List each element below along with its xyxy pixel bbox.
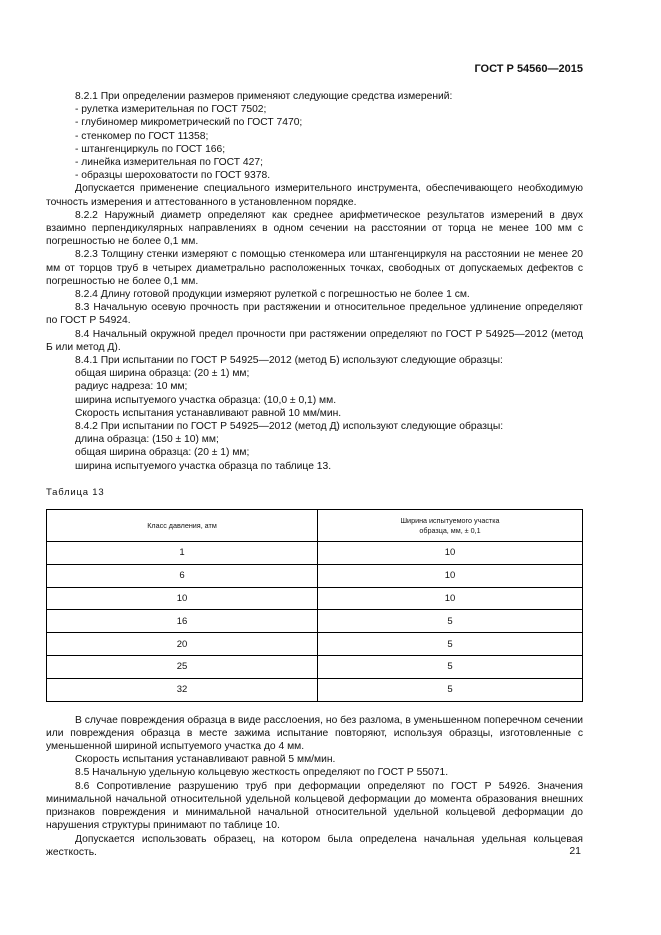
paragraph: радиус надреза: 10 мм; <box>75 381 188 393</box>
document-body <box>46 90 583 859</box>
paragraph: 8.2.3 Толщину стенки измеряют с помощью стенкомера или штангенциркуля на расстоянии не менее 20 мм от торцов труб в четырех диаметрально расположенных точках, свободных от допускаемых дефектов с погрешностью не более 0,1 мм. <box>46 249 583 287</box>
table-row <box>47 587 583 610</box>
paragraphs-after-table <box>46 714 583 859</box>
paragraphs-before-table <box>46 90 583 473</box>
table-row <box>47 542 583 565</box>
sample-width-cell: 10 <box>318 587 583 610</box>
col-header-sample-width <box>318 510 583 542</box>
table-header-row <box>47 510 583 542</box>
paragraph: 8.4.2 При испытании по ГОСТ Р 54925—2012 (метод Д) используют следующие образцы: <box>75 421 504 433</box>
paragraph: ширина испытуемого участка образца по таблице 13. <box>75 460 332 472</box>
paragraph: - рулетка измерительная по ГОСТ 7502; <box>75 104 267 116</box>
sample-width-cell: 10 <box>318 564 583 587</box>
table-row <box>47 610 583 633</box>
paragraph: 8.2.2 Наружный диаметр определяют как среднее арифметическое результатов измерений в двух взаимно перпендикулярных направлениях в одном сечении на расстоянии от торца не менее 100 мм с погрешностью не более 0,1 мм. <box>46 209 583 248</box>
sample-width-cell: 5 <box>318 633 583 656</box>
paragraph: 8.6 Сопротивление разрушению труб при деформации определяют по ГОСТ Р 54926. Значения минимальной начальной относительной удельной кольцевой деформации до момента образования внешних признаков повреждения и минимальной начальной относительной удельной кольцевой деформации до нарушения структуры принимают по таблице 10. <box>46 780 583 832</box>
pressure-class-cell: 25 <box>47 656 318 679</box>
table-13 <box>46 509 583 702</box>
pressure-class-cell: 6 <box>47 564 318 587</box>
paragraph: - образцы шероховатости по ГОСТ 9378. <box>75 170 271 182</box>
paragraph: Допускается использовать образец, на котором была определена начальная удельная кольцевая жесткость. <box>46 833 583 858</box>
table-caption: Таблица 13 <box>46 486 105 498</box>
paragraph: 8.4.1 При испытании по ГОСТ Р 54925—2012 (метод Б) используют следующие образцы: <box>75 355 503 367</box>
pressure-class-cell: 32 <box>47 678 318 701</box>
table-row <box>47 564 583 587</box>
paragraph: 8.2.1 При определении размеров применяют следующие средства измерений: <box>75 91 453 102</box>
paragraph: - линейка измерительная по ГОСТ 427; <box>75 157 263 169</box>
paragraph: - глубиномер микрометрический по ГОСТ 7470; <box>75 117 303 129</box>
sample-width-cell: 5 <box>318 610 583 633</box>
paragraph: - стенкомер по ГОСТ 11358; <box>75 130 209 142</box>
table-row <box>47 656 583 679</box>
paragraph: ширина испытуемого участка образца: (10,0 ± 0,1) мм. <box>75 394 337 406</box>
document-id-header: ГОСТ Р 54560—2015 <box>474 63 583 75</box>
table-row <box>47 678 583 701</box>
paragraph: - штангенциркуль по ГОСТ 166; <box>75 143 226 155</box>
sample-width-cell: 5 <box>318 656 583 679</box>
paragraph: 8.4 Начальный окружной предел прочности при растяжении определяют по ГОСТ Р 54925—2012 (метод Б или метод Д). <box>46 328 583 353</box>
table-body <box>47 542 583 702</box>
paragraph: Допускается применение специального измерительного инструмента, обеспечивающего необходимую точность измерения и аттестованного в установленном порядке. <box>46 183 583 208</box>
col-header-pressure-class: Класс давления, атм <box>47 510 318 542</box>
sample-width-cell: 10 <box>318 542 583 565</box>
col-header-sample-width-line1: Ширина испытуемого участка <box>400 515 500 525</box>
sample-width-cell: 5 <box>318 678 583 701</box>
paragraph: 8.3 Начальную осевую прочность при растяжении и относительное предельное удлинение определяют по ГОСТ Р 54924. <box>46 302 583 327</box>
paragraph: Скорость испытания устанавливают равной 10 мм/мин. <box>75 407 342 419</box>
paragraph: 8.5 Начальную удельную кольцевую жесткость определяют по ГОСТ Р 55071. <box>75 767 449 779</box>
pressure-class-cell: 20 <box>47 633 318 656</box>
paragraph: общая ширина образца: (20 ± 1) мм; <box>75 368 250 380</box>
pressure-class-cell: 16 <box>47 610 318 633</box>
paragraph: 8.2.4 Длину готовой продукции измеряют рулеткой с погрешностью не более 1 см. <box>75 289 470 301</box>
table-row <box>47 633 583 656</box>
paragraph: общая ширина образца: (20 ± 1) мм; <box>75 447 250 459</box>
paragraph: В случае повреждения образца в виде расслоения, но без разлома, в уменьшенном поперечном сечении или повреждения образца в месте зажима испытание повторяют, используя образцы, изготовленные с уменьшенной шириной испытуемого участка до 4 мм. <box>46 714 583 753</box>
paragraph: длина образца: (150 ± 10) мм; <box>75 434 219 446</box>
page-number: 21 <box>569 845 581 857</box>
paragraph: Скорость испытания устанавливают равной 5 мм/мин. <box>75 754 336 766</box>
pressure-class-cell: 10 <box>47 587 318 610</box>
pressure-class-cell: 1 <box>47 542 318 565</box>
col-header-sample-width-line2: образца, мм, ± 0,1 <box>419 525 481 535</box>
